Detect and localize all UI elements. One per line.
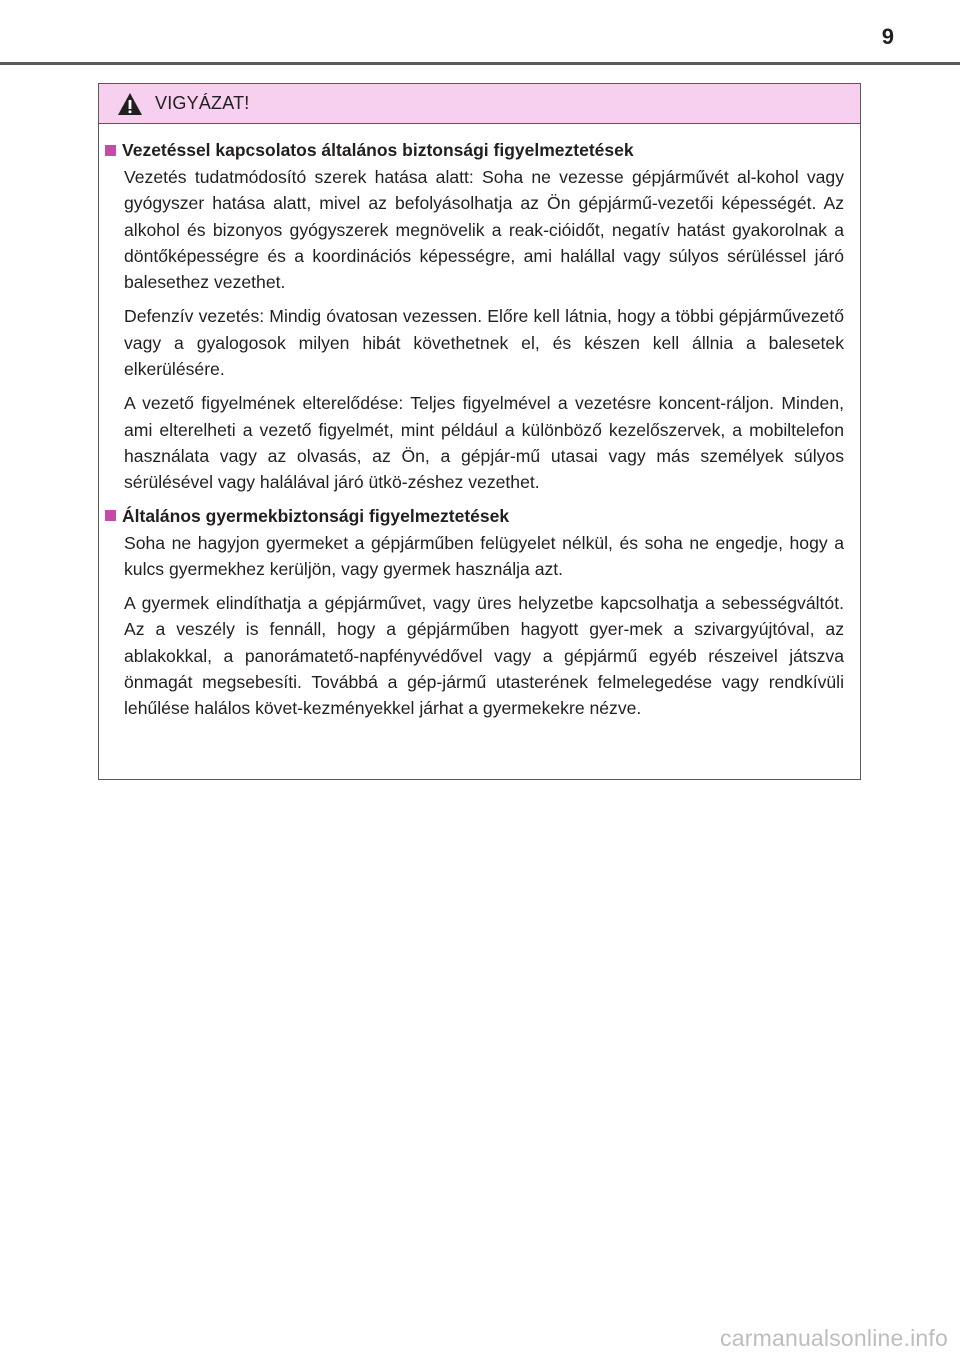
watermark: carmanualsonline.info [720, 1325, 948, 1351]
warning-triangle-icon [117, 92, 143, 116]
page-number: 9 [881, 24, 894, 49]
section-driving-safety [99, 138, 844, 496]
caution-header [99, 84, 860, 124]
caution-title: VIGYÁZAT! [155, 93, 250, 113]
caution-body [99, 124, 860, 722]
header-rule [0, 62, 960, 65]
section-heading [105, 138, 844, 162]
section-heading [105, 504, 844, 528]
paragraph: A gyermek elindíthatja a gépjárművet, vagy üres helyzetbe kapcsolhatja a sebességváltót. Az a veszély is fennáll, hogy a gépjárműben hagyott gyer-mek a szivargyújtóval, az ablakokkal, a panorámatető-napfényvédővel vagy a gépjármű egyéb részeivel játszva önmagát megsebesíti. Továbbá a gép-jármű utasterének felmelegedése vagy rendkívüli lehűlése halálos követ-kezményekkel járhat a gyermekekre nézve. [124, 593, 844, 719]
section-heading-text: Általános gyermekbiztonsági figyelmeztetések [122, 505, 510, 526]
section-child-safety [99, 504, 844, 722]
section-heading-text: Vezetéssel kapcsolatos általános biztonsági figyelmeztetések [122, 140, 634, 160]
paragraph: Defenzív vezetés: Mindig óvatosan vezessen. Előre kell látnia, hogy a többi gépjárművezető vagy a gyalogosok milyen hibát követhetnek el, és készen kell állnia a balesetek elkerülésére. [124, 306, 844, 380]
paragraph: Soha ne hagyjon gyermeket a gépjárműben felügyelet nélkül, és soha ne engedje, hogy a kulcs gyermekhez kerüljön, vagy gyermek használja azt. [124, 532, 844, 579]
paragraph: A vezető figyelmének elterelődése: Teljes figyelmével a vezetésre koncent-ráljon. Minden, ami elterelheti a vezető figyelmét, mint például a különböző kezelőszervek, a mobiltelefon használata vagy az olvasás, az Ön, a gépjár-mű utasai vagy más személyek súlyos sérülésével vagy halálával járó ütkö-zéshez vezethet. [124, 393, 844, 493]
paragraph: Vezetés tudatmódosító szerek hatása alatt: Soha ne vezesse gépjárművét al-kohol vagy gyógyszer hatása alatt, mivel az befolyásolhatja az Ön gépjármű-vezetői képességét. Az alkohol és bizonyos gyógyszerek megnövelik a reak-cióidőt, negatív hatást gyakorolnak a döntőképességre és a koordinációs képességre, ami halállal vagy súlyos sérüléssel járó balesethez vezethet. [124, 167, 844, 293]
caution-box [98, 83, 861, 780]
square-bullet-icon [105, 145, 116, 156]
square-bullet-icon [105, 510, 116, 521]
